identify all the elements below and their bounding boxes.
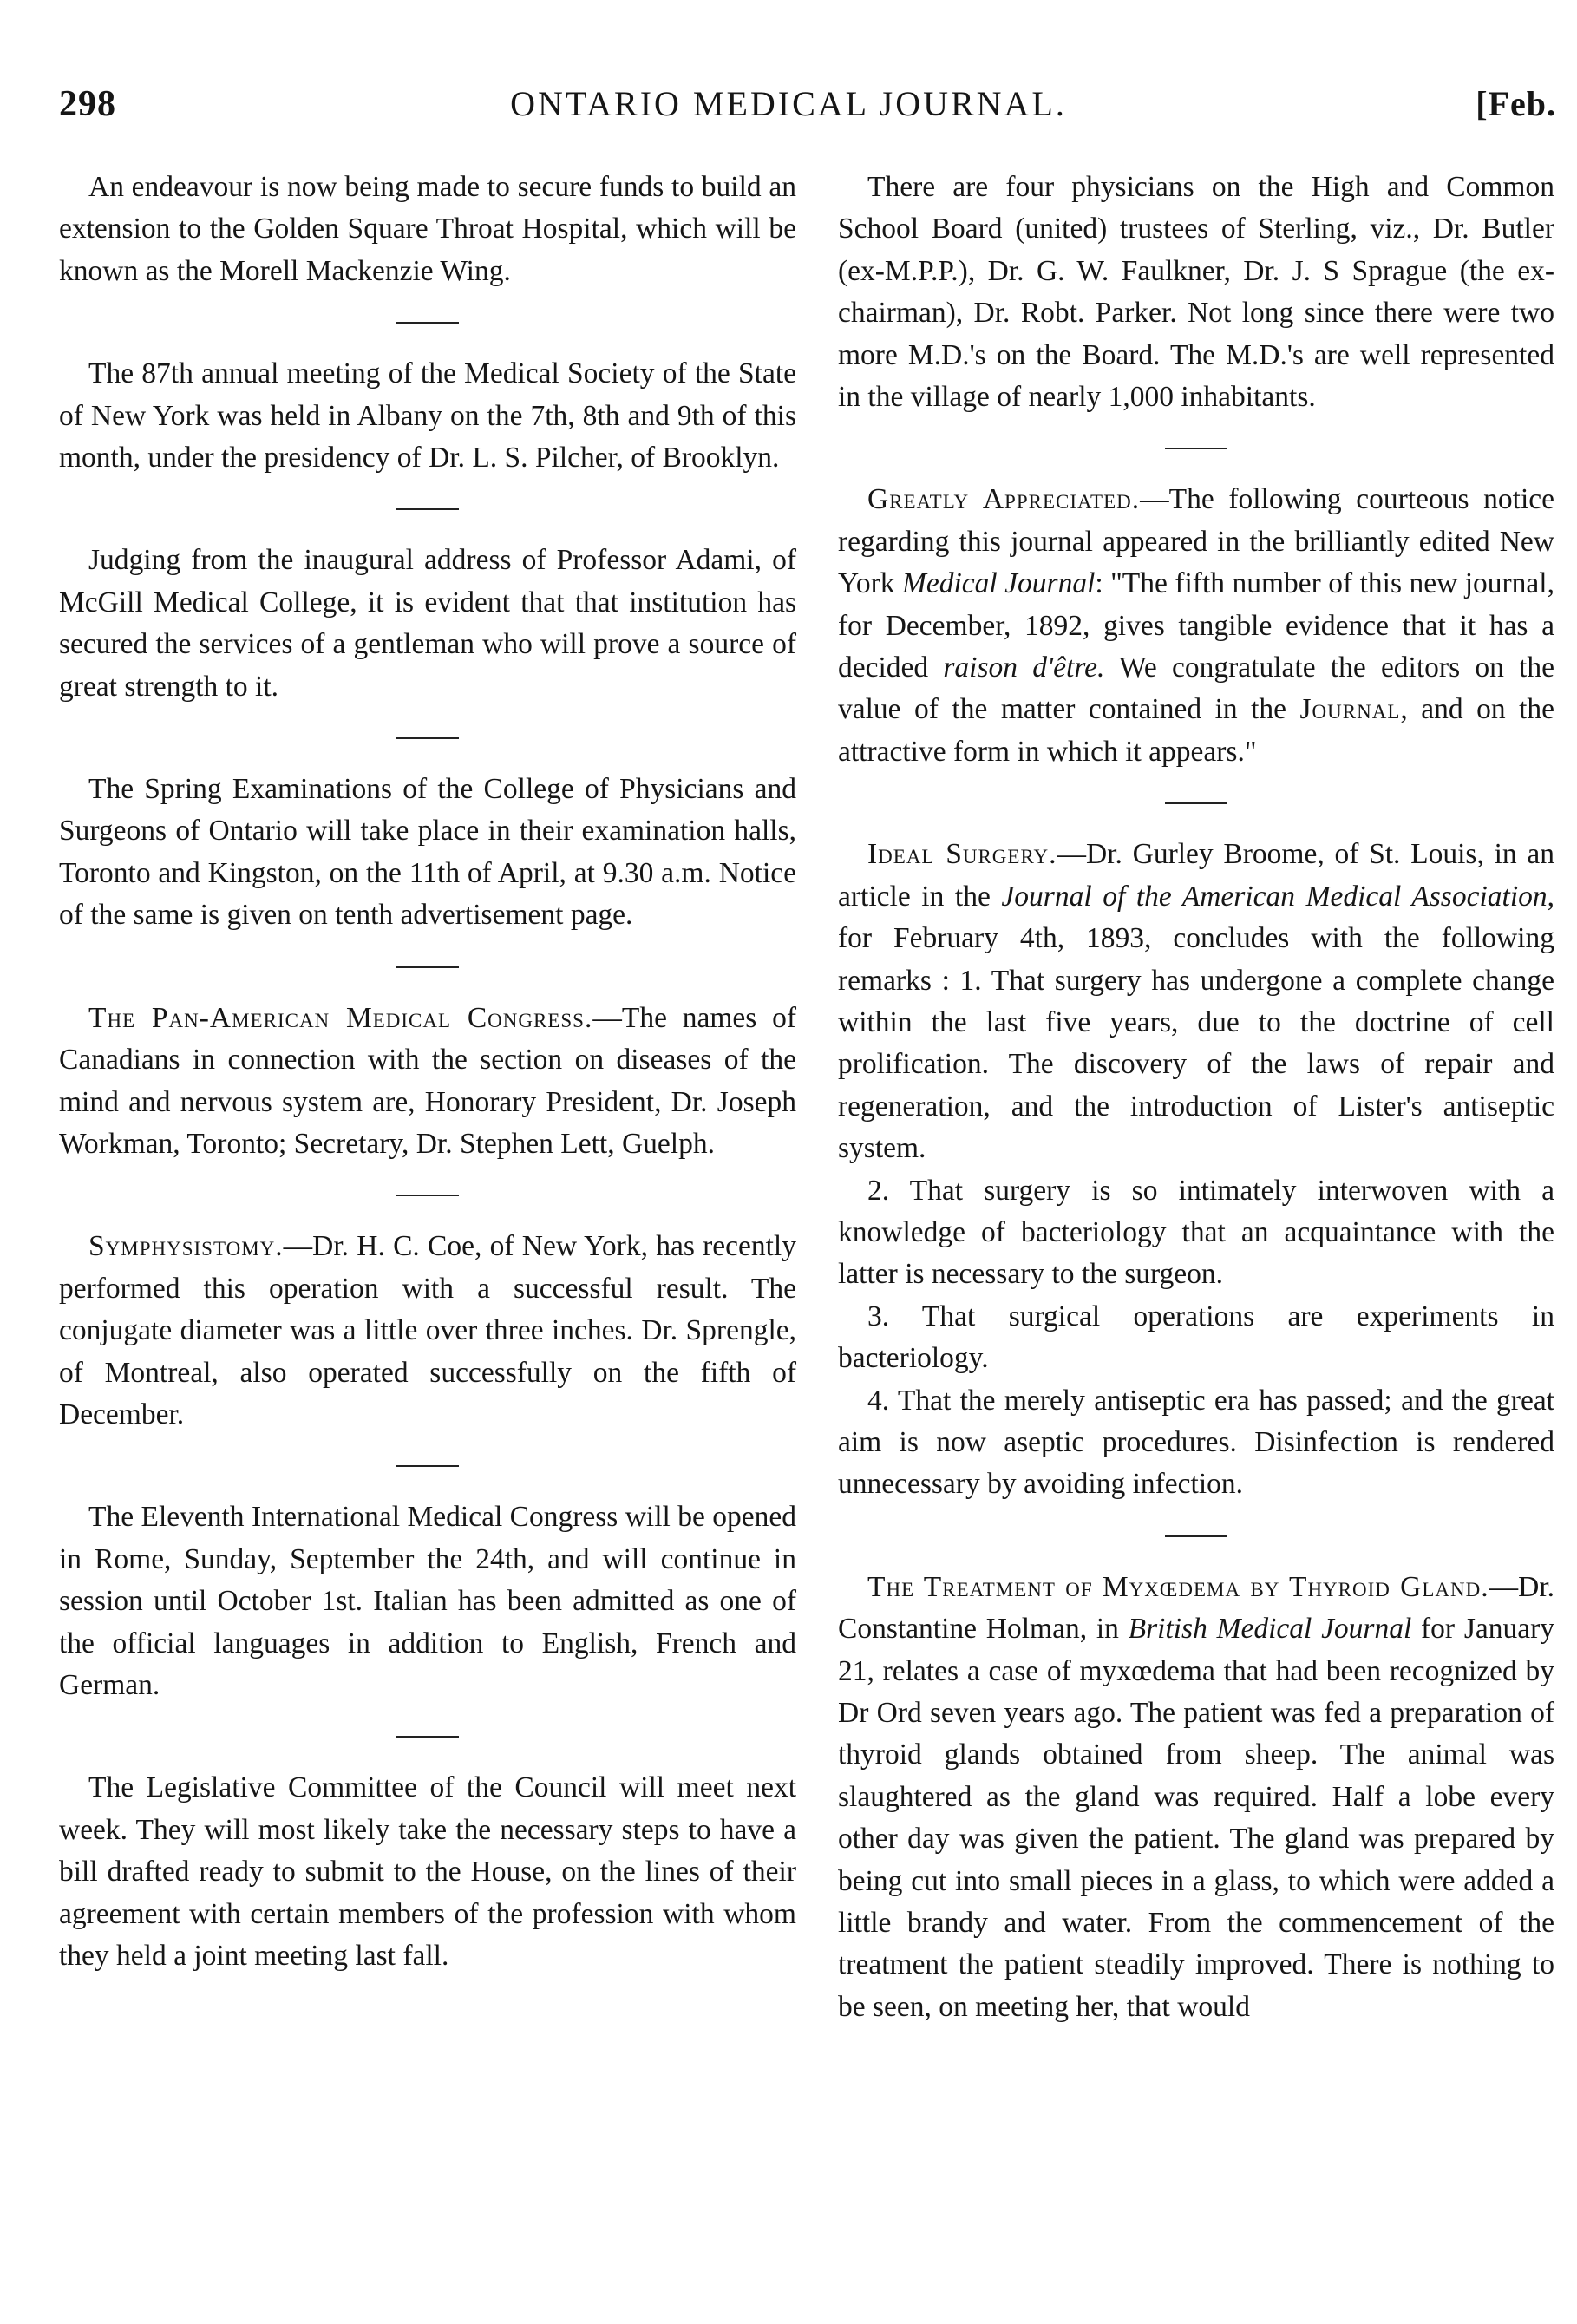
italic-phrase: raison d'être.: [943, 651, 1105, 684]
separator: [396, 737, 459, 739]
right-column: [838, 167, 1554, 2028]
page-number: 298: [59, 84, 116, 124]
item-body: , and on the attractive form in which it appears.": [838, 693, 1554, 768]
item-legislative-committee: The Legislative Committee of the Council will meet next week. They will most likely take the necessary steps to have a bill drafted ready to submit to the House, on the lines of their agreement with certain members of the profession with whom they held a joint meeting last fall.: [59, 1771, 796, 1972]
item-spring-examinations: The Spring Examinations of the College of Physicians and Surgeons of Ontario will take place in their examination halls, Toronto and Kingston, on the 11th of April, at 9.30 a.m. Notice of the same is given on tenth advertisement page.: [59, 773, 796, 932]
journal-title: Journal of the American Medical Association: [1001, 880, 1548, 913]
item-medical-society-ny: The 87th annual meeting of the Medical Society of the State of New York was held in Albany on the 7th, 8th and 9th of this month, under the presidency of Dr. L. S. Pilcher, of Brooklyn.: [59, 357, 796, 475]
item-body: —The names of Canadians in connection with the section on diseases of the mind and nervous system are, Honorary President, Dr. Joseph Workman, Toronto; Secretary, Dr. Stephen Lett, Guelph.: [59, 1001, 796, 1160]
item-international-congress: The Eleventh International Medical Congress will be opened in Rome, Sunday, September the 24th, and will continue in session until October 1st. Italian has been admitted as one of the official languages in addition to English, French and German.: [59, 1501, 796, 1701]
running-title: ONTARIO MEDICAL JOURNAL.: [510, 84, 1067, 123]
item-heading: Symphysistomy.: [88, 1230, 284, 1263]
item-body: —Dr. Constantine Holman, in: [838, 1570, 1554, 1646]
item-symphysistomy: [59, 1226, 796, 1436]
item-heading: The Pan-American Medical Congress.: [88, 1001, 593, 1034]
list-item: 4. That the merely antiseptic era has passed; and the great aim is now aseptic procedures. Disinfection is rendered unnecessary by avoiding infection.: [838, 1384, 1554, 1501]
item-body: —The following courteous notice regarding this journal appeared in the brilliantly edited New York: [838, 483, 1554, 600]
item-body: —Dr. Gurley Broome, of St. Louis, in an article in the: [838, 838, 1554, 913]
separator: [396, 966, 459, 968]
journal-word: Journal: [1299, 693, 1401, 726]
item-myxoedema-treatment: [838, 1567, 1554, 2028]
left-column: [59, 167, 796, 1977]
item-ideal-surgery: [838, 834, 1554, 1169]
page-header: [0, 83, 1577, 144]
separator: [1165, 802, 1227, 804]
journal-title: Medical Journal: [901, 567, 1096, 600]
item-body: We congratulate the editors on the value of the matter contained in the: [838, 651, 1554, 726]
separator: [396, 322, 459, 324]
item-greatly-appreciated: [838, 479, 1554, 773]
list-item: 3. That surgical operations are experiments in bacteriology.: [838, 1299, 1554, 1375]
separator: [396, 1465, 459, 1467]
item-body: —Dr. H. C. Coe, of New York, has recently performed this operation with a successful result. The conjugate diameter was a little over three inches. Dr. Sprengle, of Montreal, also operated successfully on the fifth of December.: [59, 1230, 796, 1430]
separator: [1165, 1535, 1227, 1537]
item-golden-square: An endeavour is now being made to secure funds to build an extension to the Golden Square Throat Hospital, which will be known as the Morell Mackenzie Wing.: [59, 171, 796, 287]
separator: [396, 508, 459, 510]
list-item: 2. That surgery is so intimately interwoven with a knowledge of bacteriology that an acquaintance with the latter is necessary to the surgeon.: [838, 1174, 1554, 1291]
journal-title: British Medical Journal: [1128, 1613, 1412, 1646]
item-body: for January 21, relates a case of myxœdema that had been recognized by Dr Ord seven years ago. The patient was fed a preparation of thyroid glands obtained from sheep. The animal was slaughtered as the gland was required. Half a lobe every other day was given the patient. The gland was prepared by being cut into small pieces in a glass, to which were added a little brandy and water. From the commencement of the treatment the patient steadily improved. There is nothing to be seen, on meeting her, that would: [838, 1613, 1554, 2023]
separator: [396, 1736, 459, 1738]
month-marker: [Feb.: [1476, 84, 1556, 123]
item-professor-adami: Judging from the inaugural address of Professor Adami, of McGill Medical College, it is evident that that institution has secured the services of a gentleman who will prove a source of great strength to it.: [59, 544, 796, 703]
item-heading: The Treatment of Myxœdema by Thyroid Gland.: [867, 1570, 1489, 1603]
item-pan-american-congress: [59, 998, 796, 1166]
item-sterling-board: There are four physicians on the High and Common School Board (united) trustees of Sterling, viz., Dr. Butler (ex-M.P.P.), Dr. G. W. Faulkner, Dr. J. S Sprague (the ex-chairman), Dr. Robt. Parker. Not long since there were two more M.D.'s on the Board. The M.D.'s are well represented in the village of nearly 1,000 inhabitants.: [838, 171, 1554, 414]
separator: [1165, 448, 1227, 449]
separator: [396, 1195, 459, 1196]
item-body: : "The fifth number of this new journal, for December, 1892, gives tangible evidence that it has a decided: [838, 567, 1554, 684]
item-body: , for February 4th, 1893, concludes with the following remarks : 1. That surgery has undergone a complete change within the last five years, due to the doctrine of cell prolification. The discovery of the laws of repair and regeneration, and the introduction of Lister's antiseptic system.: [838, 880, 1555, 1165]
item-heading: Ideal Surgery.: [867, 838, 1057, 871]
item-heading: Greatly Appreciated.: [867, 483, 1141, 516]
